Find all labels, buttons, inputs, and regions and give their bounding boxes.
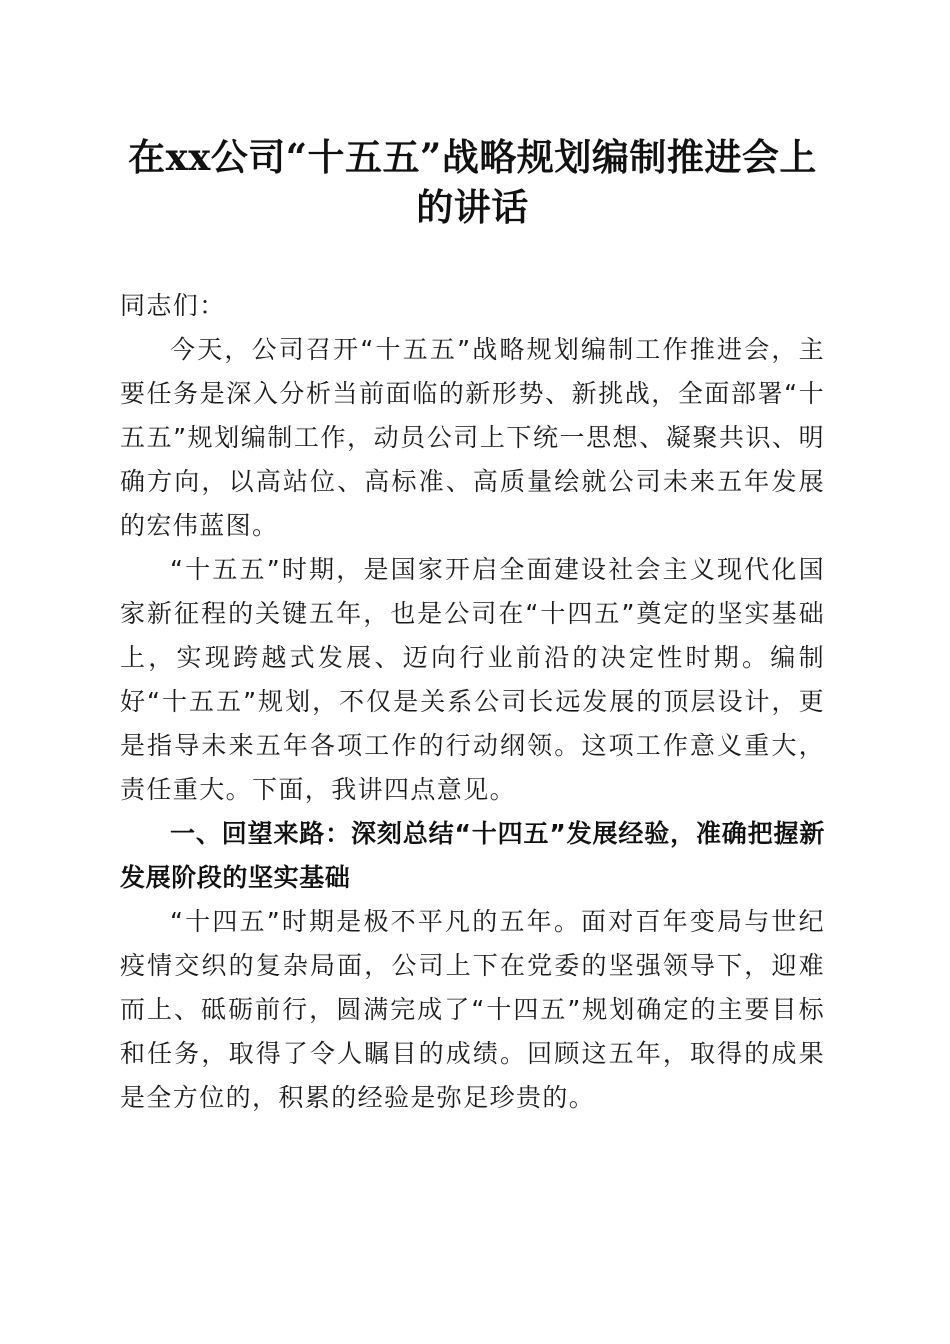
section-1-paragraph: “十四五”时期是极不平凡的五年。面对百年变局与世纪疫情交织的复杂局面，公司上下在党委的坚强领导下，迎难而上、砥砺前行，圆满完成了“十四五”规划确定的主要目标和任务，取得了令人瞩目的成绩。回顾这五年，取得的成果是全方位的，积累的经验是弥足珍贵的。 — [120, 907, 825, 1112]
section-heading-1: 一、回望来路：深刻总结“十四五”发展经验，准确把握新发展阶段的坚实基础 — [120, 819, 825, 892]
document-title — [120, 132, 825, 232]
paragraph-significance: “十五五”时期，是国家开启全面建设社会主义现代化国家新征程的关键五年，也是公司在“十四五”奠定的坚实基础上，实现跨越式发展、迈向行业前沿的决定性时期。编制好“十五五”规划，不仅是关系公司长远发展的顶层设计，更是指导未来五年各项工作的行动纲领。这项工作意义重大，责任重大。下面，我讲四点意见。 — [120, 555, 825, 804]
title-line-1: 在xx公司“十五五”战略规划编制推进会上 — [128, 135, 817, 179]
paragraph-opening: 今天，公司召开“十五五”战略规划编制工作推进会，主要任务是深入分析当前面临的新形势、新挑战，全面部署“十五五”规划编制工作，动员公司上下统一思想、凝聚共识、明确方向，以高站位、高标准、高质量绘就公司未来五年发展的宏伟蓝图。 — [120, 335, 825, 540]
salutation: 同志们： — [120, 291, 226, 320]
title-line-2: 的讲话 — [416, 185, 529, 229]
